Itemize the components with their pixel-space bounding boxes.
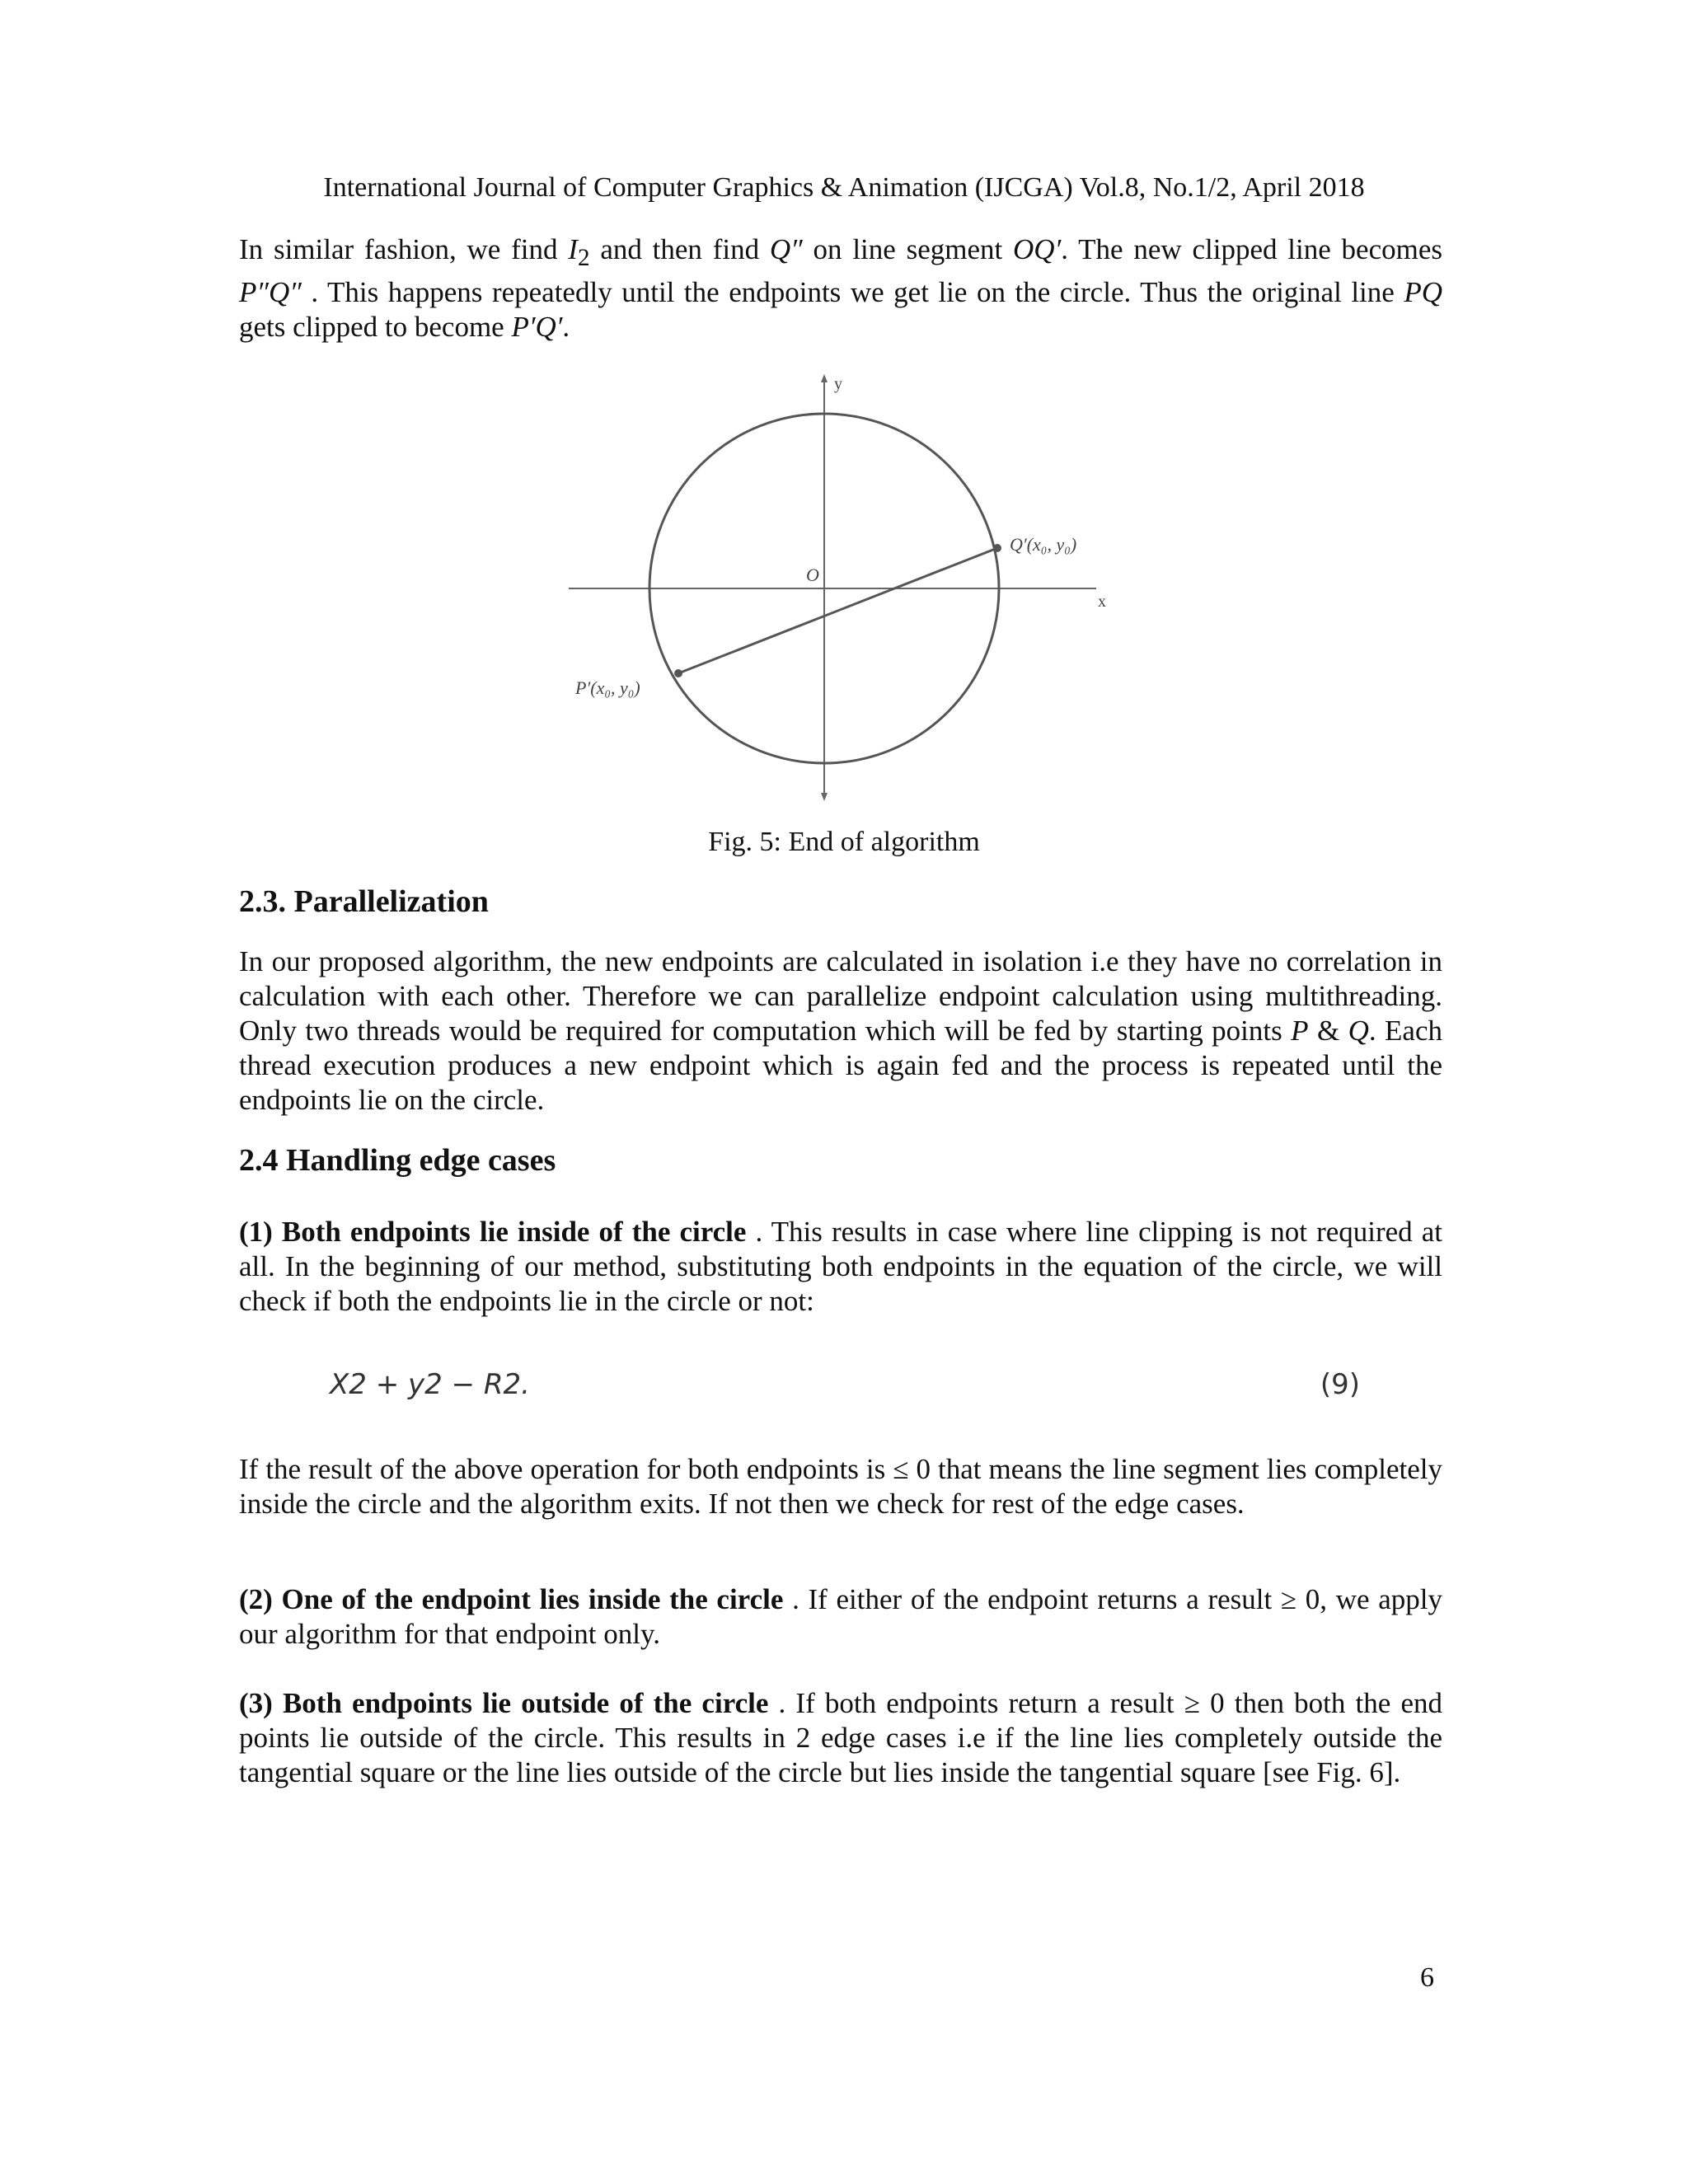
p-prime-label: P′(x₀, y₀) [575,677,640,698]
case-1-paragraph [239,1215,1442,1319]
y-axis-arrow-bottom [821,793,828,801]
text-run: & [1308,1015,1348,1047]
page-number: 6 [1420,1962,1434,1993]
math-pq-double-prime: P″Q″ [239,276,302,308]
figure-caption: Fig. 5: End of algorithm [708,827,980,857]
case-2-text: . If either of the endpoint returns a result ≥ 0, we apply our algorithm for that endpoint only. [239,1583,1442,1650]
equation-9 [330,1368,1360,1418]
math-q-double-prime: Q″ [769,233,803,265]
text-run: . The new clipped line becomes [1061,233,1442,265]
case-3-text: . If both endpoints return a result ≥ 0 then both the end points lie outside of the circle. This results in 2 edge cases i.e if the line lies completely outside the tangential square or the line lies outside of the circle but lies inside the tangential square [see Fig. 6]. [239,1687,1442,1788]
math-q: Q [1348,1015,1369,1047]
case-1-text: . This results in case where line clipping is not required at all. In the beginning of our method, substituting both endpoints in the equation of the circle, we will check if both the endpoints lie in the circle or not: [239,1216,1442,1317]
endpoint-q-prime [993,544,1001,552]
section-heading-edge-cases: 2.4 Handling edge cases [239,1143,556,1178]
parallelization-paragraph [239,944,1442,1118]
case-1-title: (1) Both endpoints lie inside of the circle [239,1216,747,1248]
equation-number: (9) [1320,1368,1360,1401]
math-oq-prime: OQ′ [1013,233,1062,265]
journal-header: International Journal of Computer Graphics & Animation (IJCGA) Vol.8, No.1/2, April 2018 [323,172,1365,203]
endpoint-p-prime [674,669,682,677]
clipped-line-segment [678,548,997,673]
text-run: on line segment [802,233,1014,265]
text-run: . Each thread execution produces a new endpoint which is again fed and the process is repeated until the endpoints lie on the circle. [239,1015,1442,1116]
text-run: . This happens repeatedly until the endpoints we get lie on the circle. Thus the original line [301,276,1404,308]
case-2-paragraph [239,1582,1442,1652]
y-axis-arrow-top [821,374,828,382]
math-pq: PQ [1404,276,1442,308]
math-subscript: 2 [577,245,590,271]
math-i: I [568,233,578,265]
origin-label: O [806,565,819,585]
case-2-title: (2) One of the endpoint lies inside the circle [239,1583,784,1615]
section-heading-parallelization: 2.3. Parallelization [239,884,489,919]
text-run: . [562,311,570,343]
intro-paragraph [239,232,1442,344]
text-run: gets clipped to become [239,311,512,343]
text-run: In our proposed algorithm, the new endpoints are calculated in isolation i.e they have no correlation in calculation with each other. Therefore we can parallelize endpoint calculation using multithreading. Only two threads would be required for computation which will be fed by starting points [239,945,1442,1047]
math-pq-prime: P′Q′ [511,311,563,343]
text-run: In similar fashion, we find [239,233,569,265]
q-prime-label: Q′(x₀, y₀) [1010,534,1077,555]
y-axis-label: y [834,375,842,393]
after-equation-paragraph: If the result of the above operation for both endpoints is ≤ 0 that means the line segment lies completely inside the circle and the algorithm exits. If not then we check for rest of the edge cases. [239,1453,1442,1520]
case-3-title: (3) Both endpoints lie outside of the circle [239,1687,769,1719]
equation-expression: X2 + y2 − R2. [330,1368,530,1401]
math-p: P [1291,1015,1309,1047]
circle-clipping-figure [560,371,1137,816]
x-axis-label: x [1098,593,1106,611]
case-3-paragraph [239,1686,1442,1790]
text-run: and then find [589,233,770,265]
